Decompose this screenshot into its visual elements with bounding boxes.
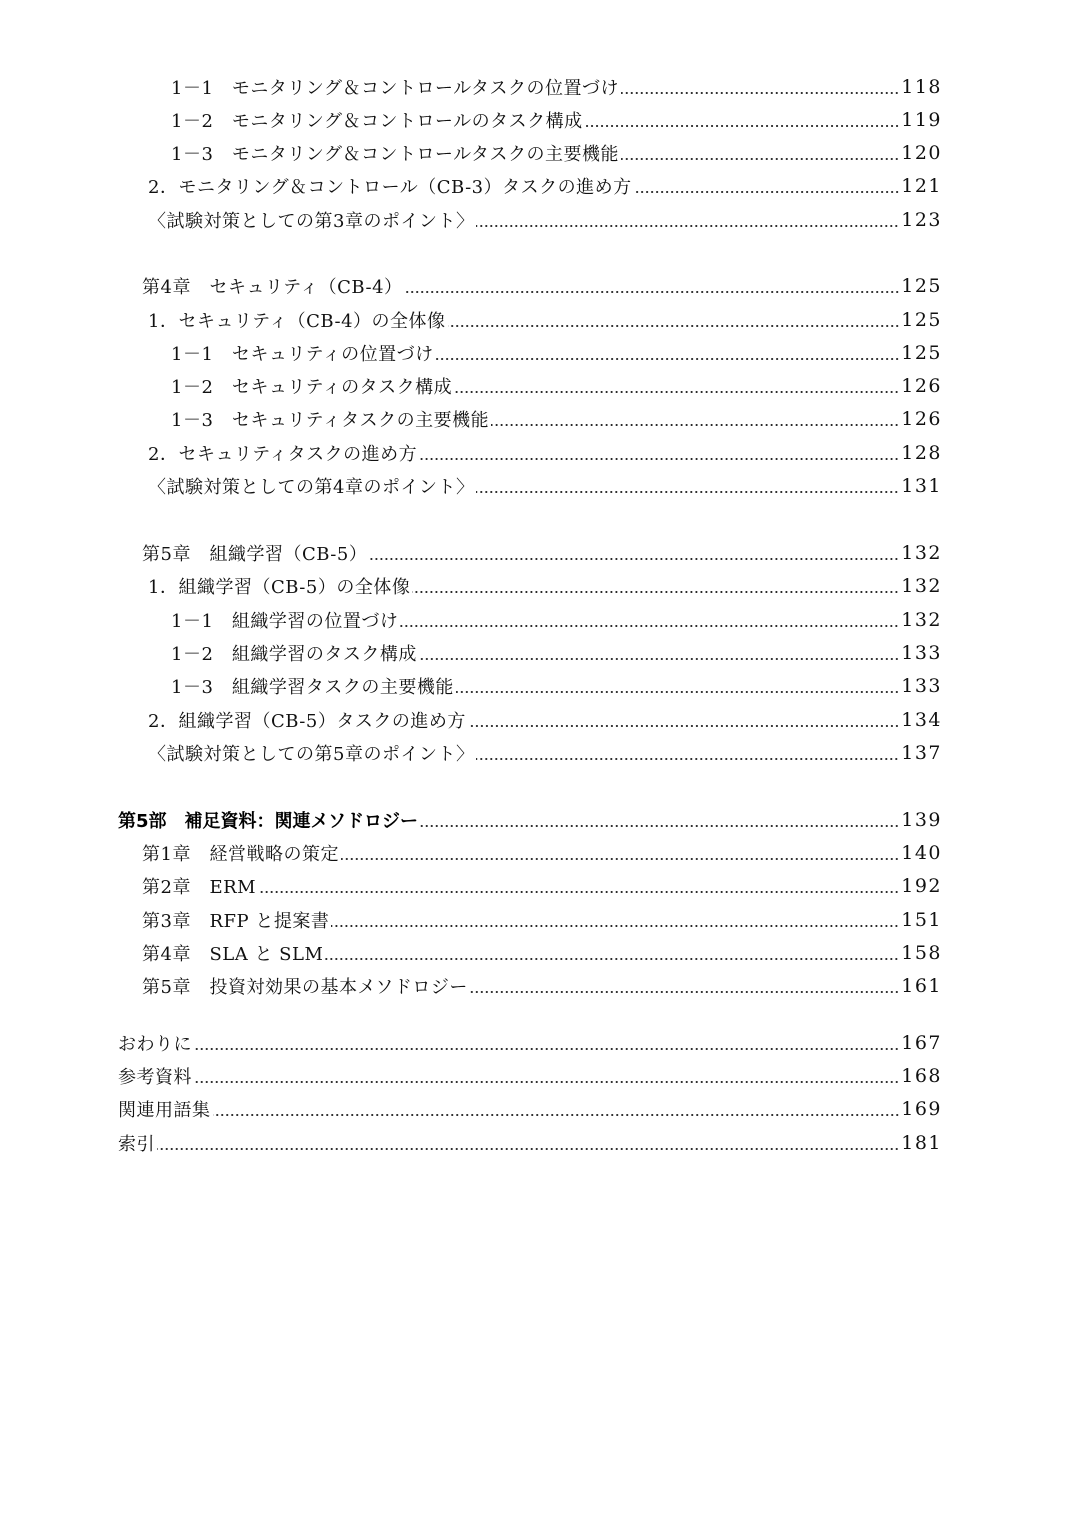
toc-entry[interactable]: [142, 936, 942, 969]
dot-leader: [419, 457, 899, 461]
toc-entry[interactable]: [148, 469, 942, 502]
toc-entry[interactable]: [171, 136, 942, 169]
toc-entry-title: 第2章 ERM: [142, 876, 257, 898]
toc-part-entry[interactable]: [118, 803, 942, 836]
toc-entry[interactable]: [148, 203, 942, 236]
toc-page-number: 168: [901, 1064, 942, 1087]
dot-leader: [331, 924, 899, 928]
toc-entry-title: 1－2 組織学習のタスク構成: [171, 643, 417, 665]
toc-entry-title: 〈試験対策としての第4章のポイント〉: [148, 476, 475, 498]
toc-entry[interactable]: [142, 903, 942, 936]
toc-entry-title: 参考資料: [118, 1066, 192, 1088]
toc-entry-title: 1．組織学習（CB-5）の全体像: [148, 576, 411, 598]
toc-entry[interactable]: [148, 169, 942, 202]
toc-entry-title: 第5章 投資対効果の基本メソドロジー: [142, 976, 468, 998]
toc-page-number: 161: [901, 974, 942, 997]
toc-entry-title: 〈試験対策としての第5章のポイント〉: [148, 743, 475, 765]
toc-entry-title: 〈試験対策としての第3章のポイント〉: [148, 210, 475, 232]
toc-page-number: 133: [901, 641, 942, 664]
toc-entry[interactable]: [171, 70, 942, 103]
toc-page-number: 120: [901, 141, 942, 164]
toc-entry[interactable]: [142, 269, 942, 302]
toc-page-number: 128: [901, 441, 942, 464]
toc-entry-title: 1－2 セキュリティのタスク構成: [171, 376, 453, 398]
toc-page-number: 121: [901, 174, 942, 197]
dot-leader: [448, 324, 900, 328]
toc-page-number: 192: [901, 874, 942, 897]
toc-entry-title: 2．組織学習（CB-5）タスクの進め方: [148, 710, 466, 732]
dot-leader: [456, 690, 899, 694]
toc-page-number: 151: [901, 908, 942, 931]
toc-page-number: 140: [901, 841, 942, 864]
toc-entry[interactable]: [142, 869, 942, 902]
toc-entry-title: 1．セキュリティ（CB-4）の全体像: [148, 310, 446, 332]
toc-entry[interactable]: [118, 1092, 942, 1125]
toc-entry[interactable]: [142, 536, 942, 569]
toc-page-number: 137: [901, 741, 942, 764]
toc-page-number: 139: [901, 808, 942, 831]
toc-page-number: 126: [901, 407, 942, 430]
dot-leader: [419, 657, 899, 661]
toc-entry[interactable]: [148, 569, 942, 602]
dot-leader: [491, 423, 899, 427]
dot-leader: [621, 91, 899, 95]
toc-page-number: 123: [901, 208, 942, 231]
toc-entry-title: 関連用語集: [118, 1099, 211, 1121]
toc-entry-title: 索引: [118, 1133, 155, 1155]
dot-leader: [194, 1047, 899, 1051]
toc-page-number: 126: [901, 374, 942, 397]
toc-entry-title: 1－1 組織学習の位置づけ: [171, 610, 399, 632]
toc-entry-title: 第4章 SLA と SLM: [142, 943, 324, 965]
toc-entry-title: 1－3 セキュリティタスクの主要機能: [171, 409, 490, 431]
toc-page-number: 125: [901, 341, 942, 364]
dot-leader: [157, 1147, 899, 1151]
dot-leader: [213, 1113, 900, 1117]
toc-entry[interactable]: [142, 969, 942, 1002]
dot-leader: [436, 357, 900, 361]
toc-entry-title: 第5章 組織学習（CB-5）: [142, 543, 368, 565]
toc-entry-title: 1－2 モニタリング＆コントロールのタスク構成: [171, 110, 583, 132]
toc-entry[interactable]: [171, 669, 942, 702]
toc-entry-title: 第3章 RFP と提案書: [142, 910, 330, 932]
toc-entry[interactable]: [118, 1126, 942, 1159]
toc-page-number: 131: [901, 474, 942, 497]
toc-entry[interactable]: [148, 436, 942, 469]
dot-leader: [454, 390, 899, 394]
toc-entry[interactable]: [171, 336, 942, 369]
dot-leader: [476, 490, 899, 494]
toc-page-number: 132: [901, 574, 942, 597]
dot-leader: [258, 890, 899, 894]
dot-leader: [468, 724, 899, 728]
toc-page-number: 134: [901, 708, 942, 731]
toc-entry-title: 1－1 モニタリング＆コントロールタスクの位置づけ: [171, 77, 619, 99]
dot-leader: [470, 990, 899, 994]
toc-part-title: 第5部 補足資料：関連メソドロジー: [118, 810, 418, 832]
toc-entry[interactable]: [171, 402, 942, 435]
toc-page-number: 181: [901, 1131, 942, 1154]
toc-page-number: 132: [901, 541, 942, 564]
toc-page-number: 158: [901, 941, 942, 964]
dot-leader: [405, 290, 900, 294]
toc-entry[interactable]: [171, 636, 942, 669]
toc-entry-title: 1－3 組織学習タスクの主要機能: [171, 676, 454, 698]
toc-entry[interactable]: [148, 736, 942, 769]
toc-entry[interactable]: [148, 303, 942, 336]
toc-entry[interactable]: [142, 836, 942, 869]
toc-entry-title: おわりに: [118, 1033, 192, 1055]
dot-leader: [420, 824, 899, 828]
toc-entry-title: 1－1 セキュリティの位置づけ: [171, 343, 434, 365]
dot-leader: [476, 757, 899, 761]
toc-entry[interactable]: [148, 703, 942, 736]
dot-leader: [194, 1080, 899, 1084]
toc-entry-title: 1－3 モニタリング＆コントロールタスクの主要機能: [171, 143, 619, 165]
dot-leader: [476, 224, 899, 228]
dot-leader: [325, 957, 899, 961]
toc-entry-title: 2．セキュリティタスクの進め方: [148, 443, 418, 465]
dot-leader: [634, 190, 900, 194]
dot-leader: [369, 557, 899, 561]
toc-entry[interactable]: [171, 103, 942, 136]
dot-leader: [341, 857, 899, 861]
toc-entry[interactable]: [118, 1026, 942, 1059]
toc-entry[interactable]: [171, 603, 942, 636]
toc-entry-title: 第1章 経営戦略の策定: [142, 843, 339, 865]
dot-leader: [621, 157, 899, 161]
toc-page-number: 119: [901, 108, 942, 131]
toc-page-number: 125: [901, 308, 942, 331]
toc-page-number: 118: [901, 75, 942, 98]
toc-entry[interactable]: [171, 369, 942, 402]
dot-leader: [412, 590, 899, 594]
toc-entry-title: 第4章 セキュリティ（CB-4）: [142, 276, 403, 298]
toc-entry[interactable]: [118, 1059, 942, 1092]
toc-page-number: 169: [901, 1097, 942, 1120]
dot-leader: [585, 124, 900, 128]
dot-leader: [400, 624, 899, 628]
toc-page-number: 133: [901, 674, 942, 697]
toc-entry-title: 2．モニタリング＆コントロール（CB-3）タスクの進め方: [148, 176, 632, 198]
toc-page-number: 125: [901, 274, 942, 297]
toc-page-number: 167: [901, 1031, 942, 1054]
toc-page-number: 132: [901, 608, 942, 631]
